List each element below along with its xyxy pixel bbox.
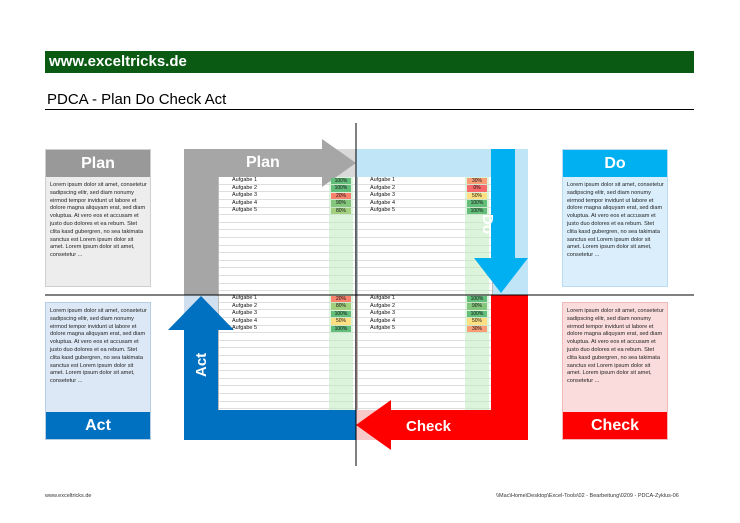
percent-cell: 90% xyxy=(331,200,351,207)
percent-cell: 20% xyxy=(331,296,351,303)
task-label: Aufgabe 4 xyxy=(232,199,258,206)
task-label: Aufgabe 1 xyxy=(370,177,396,183)
percent-cell: 50% xyxy=(331,318,351,325)
task-label: Aufgabe 1 xyxy=(370,295,396,301)
do-arrow-label: Do xyxy=(479,214,496,234)
task-label: Aufgabe 3 xyxy=(232,310,258,317)
do-panel-header: Do xyxy=(563,150,667,177)
percent-cell: 30% xyxy=(467,178,487,185)
task-label: Aufgabe 4 xyxy=(370,317,396,324)
percent-cell: 80% xyxy=(331,303,351,310)
percent-cell: 100% xyxy=(467,200,487,207)
percent-cell: 100% xyxy=(331,326,351,333)
task-label: Aufgabe 2 xyxy=(370,302,396,309)
percent-cell: 50% xyxy=(467,193,487,200)
task-label: Aufgabe 2 xyxy=(370,184,396,191)
percent-cell: 100% xyxy=(467,296,487,303)
percent-cell: 100% xyxy=(331,311,351,318)
check-panel-text: Lorem ipsum dolor sit amet, consetetur sadipscing elitr, sed diam nonumy eirmod tempor invidunt ut labore et dolore magna aliquyam erat, sed diam voluptua. At vero eos et accusam et justo duo dolores et ea rebum. Stet clita kasd gubergren, no sea takimata sanctus est Lorem ipsum dolor sit amet. Lorem ipsum dolor sit amet, consetetur ... xyxy=(567,308,664,385)
percent-cell: 20% xyxy=(331,193,351,200)
task-label: Aufgabe 2 xyxy=(232,184,258,191)
task-label: Aufgabe 5 xyxy=(232,207,258,214)
task-label: Aufgabe 4 xyxy=(232,317,258,324)
percent-cell: 30% xyxy=(467,326,487,333)
plan-panel-header: Plan xyxy=(46,150,150,177)
site-banner: www.exceltricks.de xyxy=(45,51,694,73)
task-label: Aufgabe 3 xyxy=(232,192,258,199)
footer-url: www.exceltricks.de xyxy=(45,493,92,499)
act-panel-header: Act xyxy=(46,412,150,439)
check-arrow-label: Check xyxy=(406,418,452,435)
check-panel-header: Check xyxy=(563,412,667,439)
task-label: Aufgabe 1 xyxy=(232,295,258,301)
task-label: Aufgabe 5 xyxy=(370,325,396,332)
task-label: Aufgabe 3 xyxy=(370,310,396,317)
plan-panel-text: Lorem ipsum dolor sit amet, consetetur sadipscing elitr, sed diam nonumy eirmod tempor invidunt ut labore et dolore magna aliquyam erat, sed diam voluptua. At vero eos et accusam et justo duo dolores et ea rebum. Stet clita kasd gubergren, no sea takimata sanctus est Lorem ipsum dolor sit amet. Lorem ipsum dolor sit amet, consetetur ... xyxy=(50,182,147,259)
percent-cell: 100% xyxy=(331,185,351,192)
percent-cell: 80% xyxy=(331,208,351,215)
percent-cell: 100% xyxy=(467,208,487,215)
act-arrow-label: Act xyxy=(193,352,210,377)
percent-cell: 90% xyxy=(467,303,487,310)
percent-cell: 50% xyxy=(467,318,487,325)
percent-cell: 100% xyxy=(331,178,351,185)
percent-cell: 0% xyxy=(467,185,487,192)
task-label: Aufgabe 2 xyxy=(232,302,258,309)
page-title: PDCA - Plan Do Check Act xyxy=(47,91,227,108)
act-panel-text: Lorem ipsum dolor sit amet, consetetur sadipscing elitr, sed diam nonumy eirmod tempor invidunt ut labore et dolore magna aliquyam erat, sed diam voluptua. At vero eos et accusam et justo duo dolores et ea rebum. Stet clita kasd gubergren, no sea takimata sanctus est Lorem ipsum dolor sit amet. Lorem ipsum dolor sit amet, consetetur ... xyxy=(50,308,147,385)
do-panel-text: Lorem ipsum dolor sit amet, consetetur sadipscing elitr, sed diam nonumy eirmod tempor invidunt ut labore et dolore magna aliquyam erat, sed diam voluptua. At vero eos et accusam et justo duo dolores et ea rebum. Stet clita kasd gubergren, no sea takimata sanctus est Lorem ipsum dolor sit amet. Lorem ipsum dolor sit amet, consetetur ... xyxy=(567,182,664,259)
task-label: Aufgabe 1 xyxy=(232,177,258,183)
plan-arrow-label: Plan xyxy=(246,154,280,171)
task-label: Aufgabe 3 xyxy=(370,192,396,199)
task-label: Aufgabe 4 xyxy=(370,199,396,206)
footer-file-path: \\Mac\Home\Desktop\Excel-Tools\02 - Bearbeitung\0209 - PDCA-Zyklus-06 xyxy=(496,493,679,499)
task-label: Aufgabe 5 xyxy=(232,325,258,332)
task-label: Aufgabe 5 xyxy=(370,207,396,214)
percent-cell: 100% xyxy=(467,311,487,318)
